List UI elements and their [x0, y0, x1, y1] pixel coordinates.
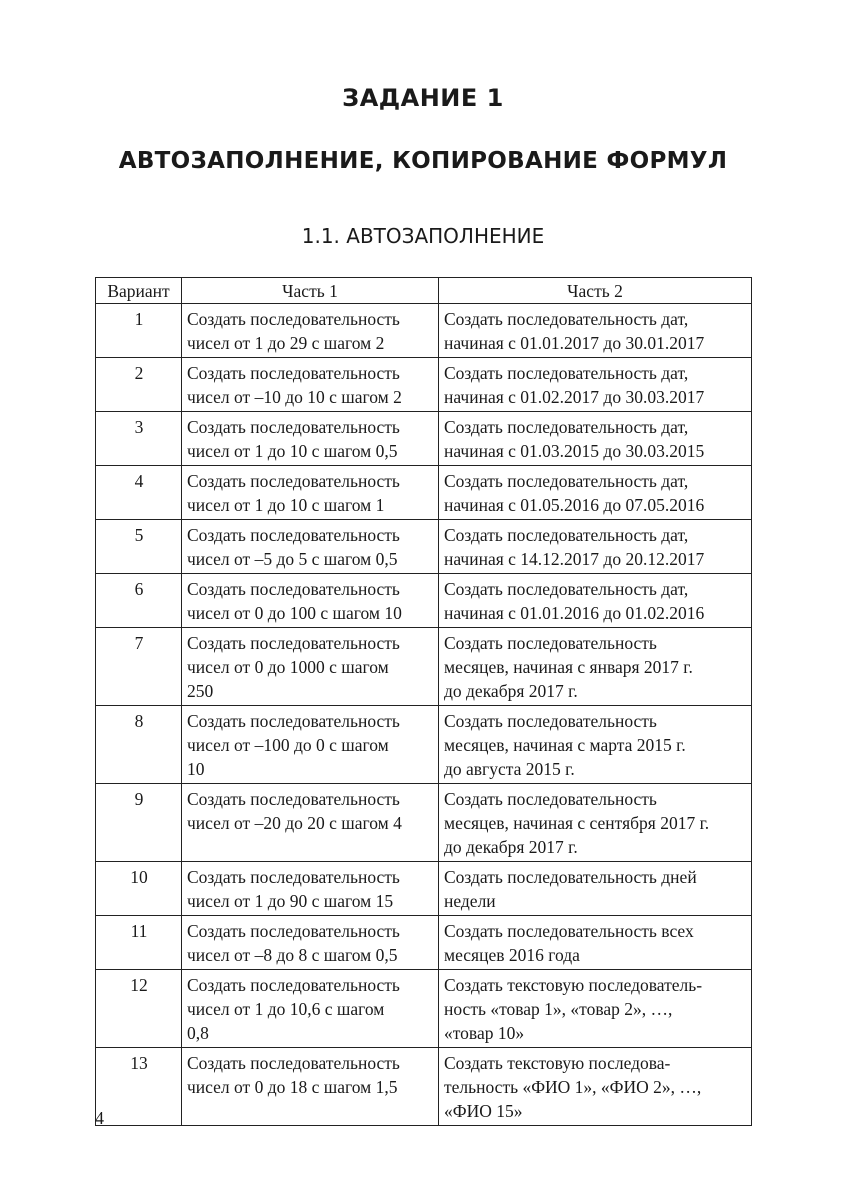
cell-text-line: Создать последовательность: [444, 711, 657, 731]
part-1-cell: [182, 862, 439, 916]
cell-text-line: чисел от 1 до 10 с шагом 1: [187, 495, 385, 515]
cell-text-line: чисел от 0 до 100 с шагом 10: [187, 603, 402, 623]
cell-text-line: «ФИО 15»: [444, 1101, 523, 1121]
cell-text-line: «товар 10»: [444, 1023, 525, 1043]
cell-text-line: Создать последовательность: [187, 579, 400, 599]
cell-text-line: Создать последовательность дат,: [444, 525, 689, 545]
cell-text-line: Создать последовательность всех: [444, 921, 694, 941]
cell-text-line: месяцев 2016 года: [444, 945, 580, 965]
table-row: [96, 574, 752, 628]
cell-text-line: чисел от –20 до 20 с шагом 4: [187, 813, 402, 833]
table-row: [96, 916, 752, 970]
variant-number: 8: [96, 706, 182, 784]
part-2-cell: [439, 862, 752, 916]
part-1-cell: [182, 574, 439, 628]
cell-text-line: Создать последовательность дат,: [444, 471, 689, 491]
part-2-cell: [439, 784, 752, 862]
section-heading: 1.1. АВТОЗАПОЛНЕНИЕ: [301, 224, 545, 248]
header-part-2: Часть 2: [439, 278, 752, 304]
task-heading: ЗАДАНИЕ 1: [342, 84, 504, 112]
cell-text-line: Создать текстовую последователь-: [444, 975, 703, 995]
cell-text-line: Создать последовательность: [187, 711, 400, 731]
part-1-cell: [182, 358, 439, 412]
table-header-row: [96, 278, 752, 304]
part-2-cell: [439, 628, 752, 706]
cell-text-line: Создать последовательность: [187, 309, 400, 329]
variant-number: 4: [96, 466, 182, 520]
cell-text-line: чисел от 1 до 90 с шагом 15: [187, 891, 394, 911]
cell-text-line: Создать последовательность: [187, 417, 400, 437]
table-row: [96, 970, 752, 1048]
table-row: [96, 706, 752, 784]
cell-text-line: Создать последовательность дат,: [444, 309, 689, 329]
variant-number: 12: [96, 970, 182, 1048]
part-2-cell: [439, 916, 752, 970]
cell-text-line: начиная с 01.03.2015 до 30.03.2015: [444, 441, 705, 461]
cell-text-line: начиная с 01.01.2017 до 30.01.2017: [444, 333, 705, 353]
cell-text-line: Создать последовательность: [187, 789, 400, 809]
part-1-cell: [182, 970, 439, 1048]
table-row: [96, 628, 752, 706]
part-1-cell: [182, 628, 439, 706]
cell-text-line: начиная с 01.02.2017 до 30.03.2017: [444, 387, 705, 407]
variant-number: 3: [96, 412, 182, 466]
cell-text-line: Создать последовательность дат,: [444, 417, 689, 437]
table-row: [96, 358, 752, 412]
cell-text-line: начиная с 14.12.2017 до 20.12.2017: [444, 549, 705, 569]
variant-number: 5: [96, 520, 182, 574]
variant-number: 1: [96, 304, 182, 358]
cell-text-line: Создать последовательность: [444, 789, 657, 809]
cell-text-line: чисел от –10 до 10 с шагом 2: [187, 387, 402, 407]
cell-text-line: 250: [187, 681, 214, 701]
variant-number: 13: [96, 1048, 182, 1126]
variant-number: 10: [96, 862, 182, 916]
part-2-cell: [439, 358, 752, 412]
table-row: [96, 862, 752, 916]
cell-text-line: Создать последовательность: [187, 633, 400, 653]
table-row: [96, 304, 752, 358]
table-body: [96, 304, 752, 1126]
cell-text-line: до августа 2015 г.: [444, 759, 575, 779]
part-2-cell: [439, 970, 752, 1048]
cell-text-line: Создать текстовую последова-: [444, 1053, 671, 1073]
table-row: [96, 466, 752, 520]
cell-text-line: месяцев, начиная с марта 2015 г.: [444, 735, 686, 755]
cell-text-line: 0,8: [187, 1023, 209, 1043]
part-1-cell: [182, 916, 439, 970]
part-2-cell: [439, 304, 752, 358]
table-row: [96, 1048, 752, 1126]
header-part-1: Часть 1: [182, 278, 439, 304]
variant-number: 7: [96, 628, 182, 706]
cell-text-line: чисел от 1 до 29 с шагом 2: [187, 333, 385, 353]
cell-text-line: чисел от –5 до 5 с шагом 0,5: [187, 549, 398, 569]
topic-heading: АВТОЗАПОЛНЕНИЕ, КОПИРОВАНИЕ ФОРМУЛ: [118, 148, 728, 174]
cell-text-line: до декабря 2017 г.: [444, 837, 578, 857]
cell-text-line: начиная с 01.01.2016 до 01.02.2016: [444, 603, 705, 623]
part-2-cell: [439, 1048, 752, 1126]
cell-text-line: ность «товар 1», «товар 2», …,: [444, 999, 673, 1019]
cell-text-line: до декабря 2017 г.: [444, 681, 578, 701]
part-1-cell: [182, 784, 439, 862]
variant-number: 2: [96, 358, 182, 412]
cell-text-line: Создать последовательность дней: [444, 867, 697, 887]
cell-text-line: месяцев, начиная с января 2017 г.: [444, 657, 693, 677]
cell-text-line: Создать последовательность: [187, 867, 400, 887]
part-1-cell: [182, 412, 439, 466]
variants-table: [95, 277, 752, 1126]
part-1-cell: [182, 1048, 439, 1126]
cell-text-line: Создать последовательность: [187, 363, 400, 383]
cell-text-line: чисел от 1 до 10 с шагом 0,5: [187, 441, 398, 461]
part-1-cell: [182, 706, 439, 784]
table-row: [96, 520, 752, 574]
cell-text-line: Создать последовательность: [187, 1053, 400, 1073]
cell-text-line: чисел от 0 до 18 с шагом 1,5: [187, 1077, 398, 1097]
cell-text-line: недели: [444, 891, 496, 911]
part-2-cell: [439, 706, 752, 784]
cell-text-line: начиная с 01.05.2016 до 07.05.2016: [444, 495, 705, 515]
variant-number: 11: [96, 916, 182, 970]
part-2-cell: [439, 520, 752, 574]
part-2-cell: [439, 466, 752, 520]
part-1-cell: [182, 466, 439, 520]
cell-text-line: Создать последовательность: [187, 975, 400, 995]
part-1-cell: [182, 520, 439, 574]
cell-text-line: Создать последовательность: [187, 525, 400, 545]
cell-text-line: тельность «ФИО 1», «ФИО 2», …,: [444, 1077, 702, 1097]
variant-number: 6: [96, 574, 182, 628]
cell-text-line: Создать последовательность: [187, 921, 400, 941]
table-row: [96, 784, 752, 862]
header-variant: Вариант: [96, 278, 182, 304]
cell-text-line: чисел от –8 до 8 с шагом 0,5: [187, 945, 398, 965]
part-2-cell: [439, 412, 752, 466]
cell-text-line: Создать последовательность: [187, 471, 400, 491]
cell-text-line: чисел от –100 до 0 с шагом: [187, 735, 389, 755]
cell-text-line: чисел от 0 до 1000 с шагом: [187, 657, 389, 677]
cell-text-line: Создать последовательность: [444, 633, 657, 653]
cell-text-line: чисел от 1 до 10,6 с шагом: [187, 999, 385, 1019]
page-number: 4: [95, 1108, 104, 1128]
part-1-cell: [182, 304, 439, 358]
cell-text-line: Создать последовательность дат,: [444, 579, 689, 599]
variant-number: 9: [96, 784, 182, 862]
cell-text-line: месяцев, начиная с сентября 2017 г.: [444, 813, 710, 833]
table-row: [96, 412, 752, 466]
cell-text-line: Создать последовательность дат,: [444, 363, 689, 383]
cell-text-line: 10: [187, 759, 205, 779]
part-2-cell: [439, 574, 752, 628]
